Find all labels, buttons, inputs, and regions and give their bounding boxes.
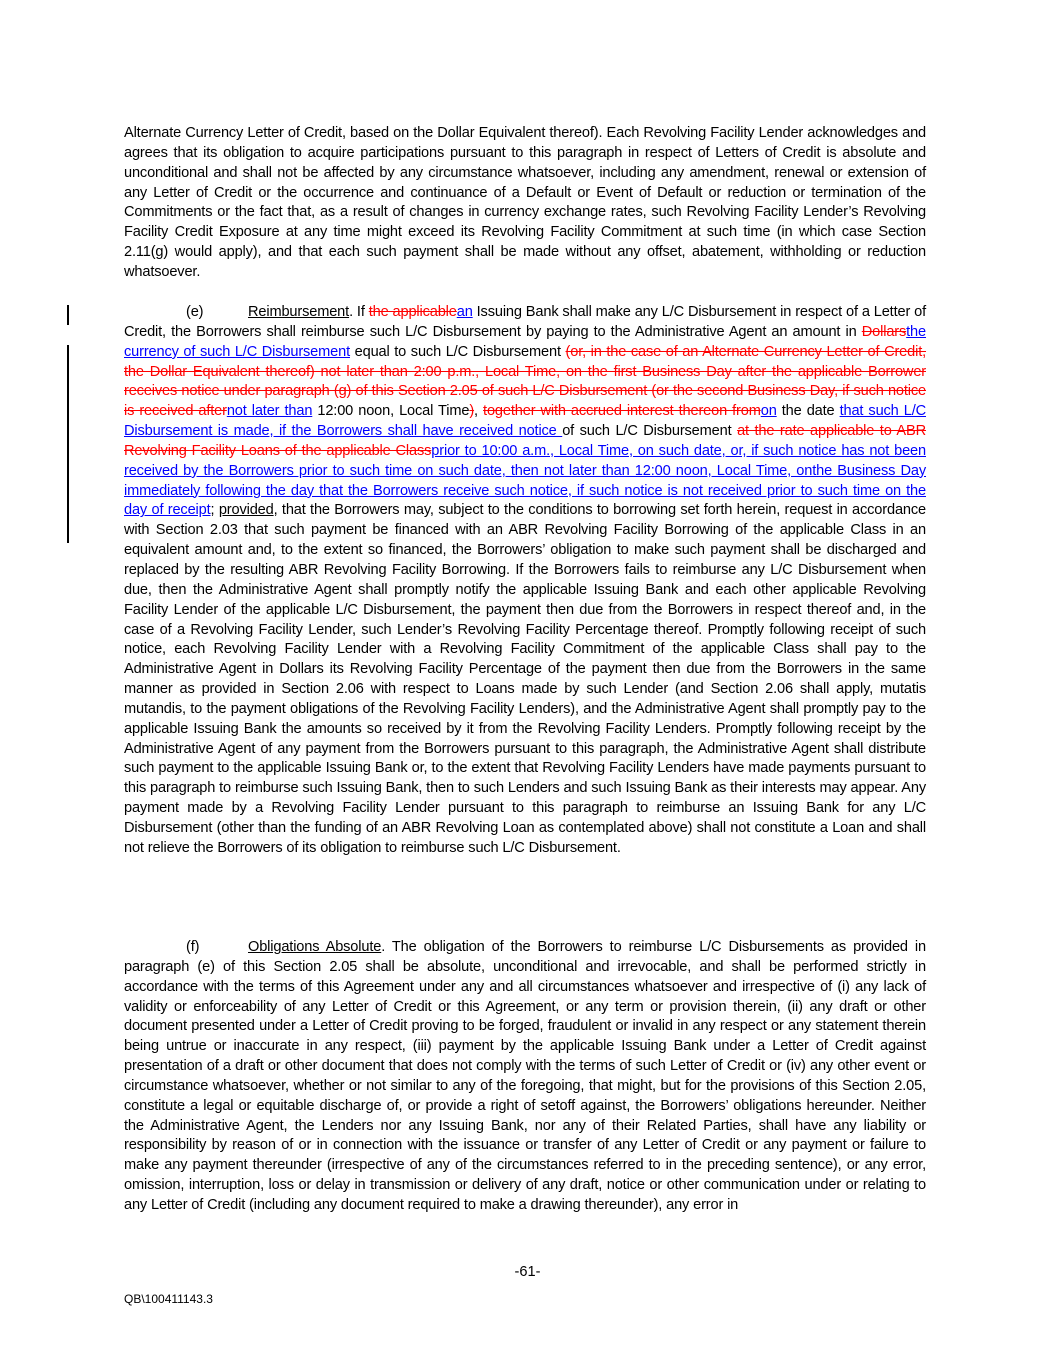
change-bar <box>67 305 69 325</box>
text-segment: equal to such L/C Disbursement <box>350 343 566 360</box>
inserted-text: an <box>456 304 473 320</box>
deleted-text: at the rate applicable to ABR Revolving Facility Loans of the applicable Class <box>124 423 926 459</box>
document-id: QB\100411143.3 <box>124 1292 213 1306</box>
text-segment: ; <box>210 502 219 519</box>
indent <box>124 303 248 323</box>
deleted-text: ) <box>469 403 475 420</box>
paragraph-f-obligations-absolute <box>124 938 926 1216</box>
inserted-text: the currency of such L/C Disbursement <box>124 323 926 360</box>
text-segment: , <box>474 403 484 420</box>
paragraph-number: (f) <box>186 939 200 955</box>
deleted-text: (or, in the case of an Alternate Currency Letter of Credit, the Dollar Equivalent thereof) not later than 2:00 p.m., Local Time, on the first Business Day after the applicable Borrower receives notice under paragraph (g) of this Section 2.05 of such L/C Disbursement (or the second Business Day, if such notice is received after <box>124 343 927 420</box>
paragraph-e-reimbursement <box>124 303 926 859</box>
paragraph-text: Alternate Currency Letter of Credit, based on the Dollar Equivalent thereof). Each Revolving Facility Lender acknowledges and agrees that its obligation to acquire participations pursuant to this paragraph in respect of Letters of Credit is absolute and unconditional and shall not be affected by any circumstance whatsoever, including any amendment, renewal or extension of any Letter of Credit or the occurrence and continuance of a Default or Event of Default or reduction or termination of the Commitments or the fact that, as a result of changes in currency exchange rates, such Revolving Facility Lender’s Revolving Facility Credit Exposure at any time might exceed its Revolving Facility Commitment at such time (in which case Section 2.11(g) would apply), and that each such payment shall be made without any offset, abatement, withholding or reduction whatsoever. <box>124 125 926 280</box>
change-bar <box>67 345 69 543</box>
page-number: -61- <box>514 1264 541 1280</box>
provided-term: provided <box>218 502 274 519</box>
paragraph-text: . The obligation of the Borrowers to reimburse L/C Disbursements as provided in paragraph (e) of this Section 2.05 shall be absolute, unconditional and irrevocable, and shall be performed strictly in accordance with the terms of this Agreement under any and all circumstances whatsoever and irrespective of (i) any lack of validity or enforceability of any Letter of Credit or this Agreement, or any term or provision therein, (ii) any draft or other document presented under a Letter of Credit proving to be forged, fraudulent or invalid in any respect or any statement therein being untrue or inaccurate in any respect, (iii) payment by the applicable Issuing Bank under a Letter of Credit against presentation of a draft or other document that does not comply with the terms of such Letter of Credit or (iv) any other event or circumstance whatsoever, whether or not similar to any of the foregoing, that might, but for the provisions of this Section 2.05, constitute a legal or equitable discharge of, or provide a right of setoff against, the Borrowers’ obligations hereunder. Neither the Administrative Agent, the Lenders nor any Issuing Bank, nor any of their Related Parties, shall have any liability or responsibility by reason of or in connection with the issuance or transfer of any Letter of Credit or any payment or failure to make any payment thereunder (irrespective of any of the circumstances referred to in the preceding sentence), or any error, omission, interruption, loss or delay in transmission or delivery of any draft, notice or other communication under or relating to any Letter of Credit (including any document required to make a drawing thereunder), any error in <box>124 939 926 1213</box>
paragraph-heading: Obligations Absolute <box>248 939 382 955</box>
inserted-text: on <box>760 403 777 420</box>
deleted-text: together with accrued interest thereon from <box>483 403 761 420</box>
inserted-text: not later than <box>226 403 313 420</box>
paragraph-number: (e) <box>186 304 204 320</box>
inserted-text: that such L/C Disbursement is made, if the Borrowers shall have received notice <box>124 403 926 440</box>
text-segment: , that the Borrowers may, subject to the conditions to borrowing set forth herein, request in accordance with Section 2.03 that such payment be financed with an ABR Revolving Facility Borrowing of the applicable Class in an equivalent amount and, to the extent so financed, the Borrowers’ obligation to make such payment shall be discharged and replaced by the resulting ABR Revolving Facility Borrowing. If the Borrowers fails to reimburse any L/C Disbursement when due, then the Administrative Agent shall promptly notify the applicable Issuing Bank and each other applicable Revolving Facility Lender of the applicable L/C Disbursement, the payment then due from the Borrowers in respect thereof and, in the case of a Revolving Facility Lender, such Lender’s Revolving Facility Percentage thereof. Promptly following receipt of such notice, each Revolving Facility Lender with a Revolving Facility Commitment of the applicable Class shall pay to the Administrative Agent in Dollars its Revolving Facility Percentage of the payment then due from the Borrowers in the same manner as provided in Section 2.06 with respect to Loans made by such Lender (and Section 2.06 shall apply, mutatis mutandis, to the payment obligations of the Revolving Facility Lenders), and the Administrative Agent shall promptly pay to the applicable Issuing Bank the amounts so received by it from the Revolving Facility Lenders. Promptly following receipt by the Administrative Agent of any payment from the Borrowers pursuant to this paragraph, the Administrative Agent shall distribute such payment to the applicable Issuing Bank or, to the extent that Revolving Facility Lenders have made payments pursuant to this paragraph to reimburse such Issuing Bank, then to such Lenders and such Issuing Bank as their interests may appear. Any payment made by a Revolving Facility Lender pursuant to this paragraph to reimburse an Issuing Bank for any L/C Disbursement (other than the funding of an ABR Revolving Loan as contemplated above) shall not constitute a Loan and shall not relieve the Borrowers of its obligation to reimburse such L/C Disbursement. <box>124 502 926 856</box>
inserted-text: prior to 10:00 a.m., Local Time, on such date, or, if such notice has not been received by the Borrowers prior to such time on such date, then not later than 12:00 noon, Local Time, onthe Business Day immediately following the day that the Borrowers receive such notice, if such notice is not received prior to such time on the day of receipt <box>124 442 926 519</box>
text-segment: . If <box>349 304 369 320</box>
deleted-text: Dollars <box>861 323 907 340</box>
text-segment: the date <box>776 403 840 420</box>
text-segment: 12:00 noon, Local Time <box>312 403 470 420</box>
paragraph-heading: Reimbursement <box>248 304 350 320</box>
deleted-text: the applicable <box>368 304 457 320</box>
paragraph-continuation <box>124 124 926 283</box>
text-segment: Issuing Bank shall make any L/C Disbursement in respect of a Letter of Credit, the Borrowers shall reimburse such L/C Disbursement by paying to the Administrative Agent an amount in <box>124 304 926 340</box>
indent <box>124 938 248 958</box>
text-segment: of such L/C Disbursement <box>562 423 738 440</box>
